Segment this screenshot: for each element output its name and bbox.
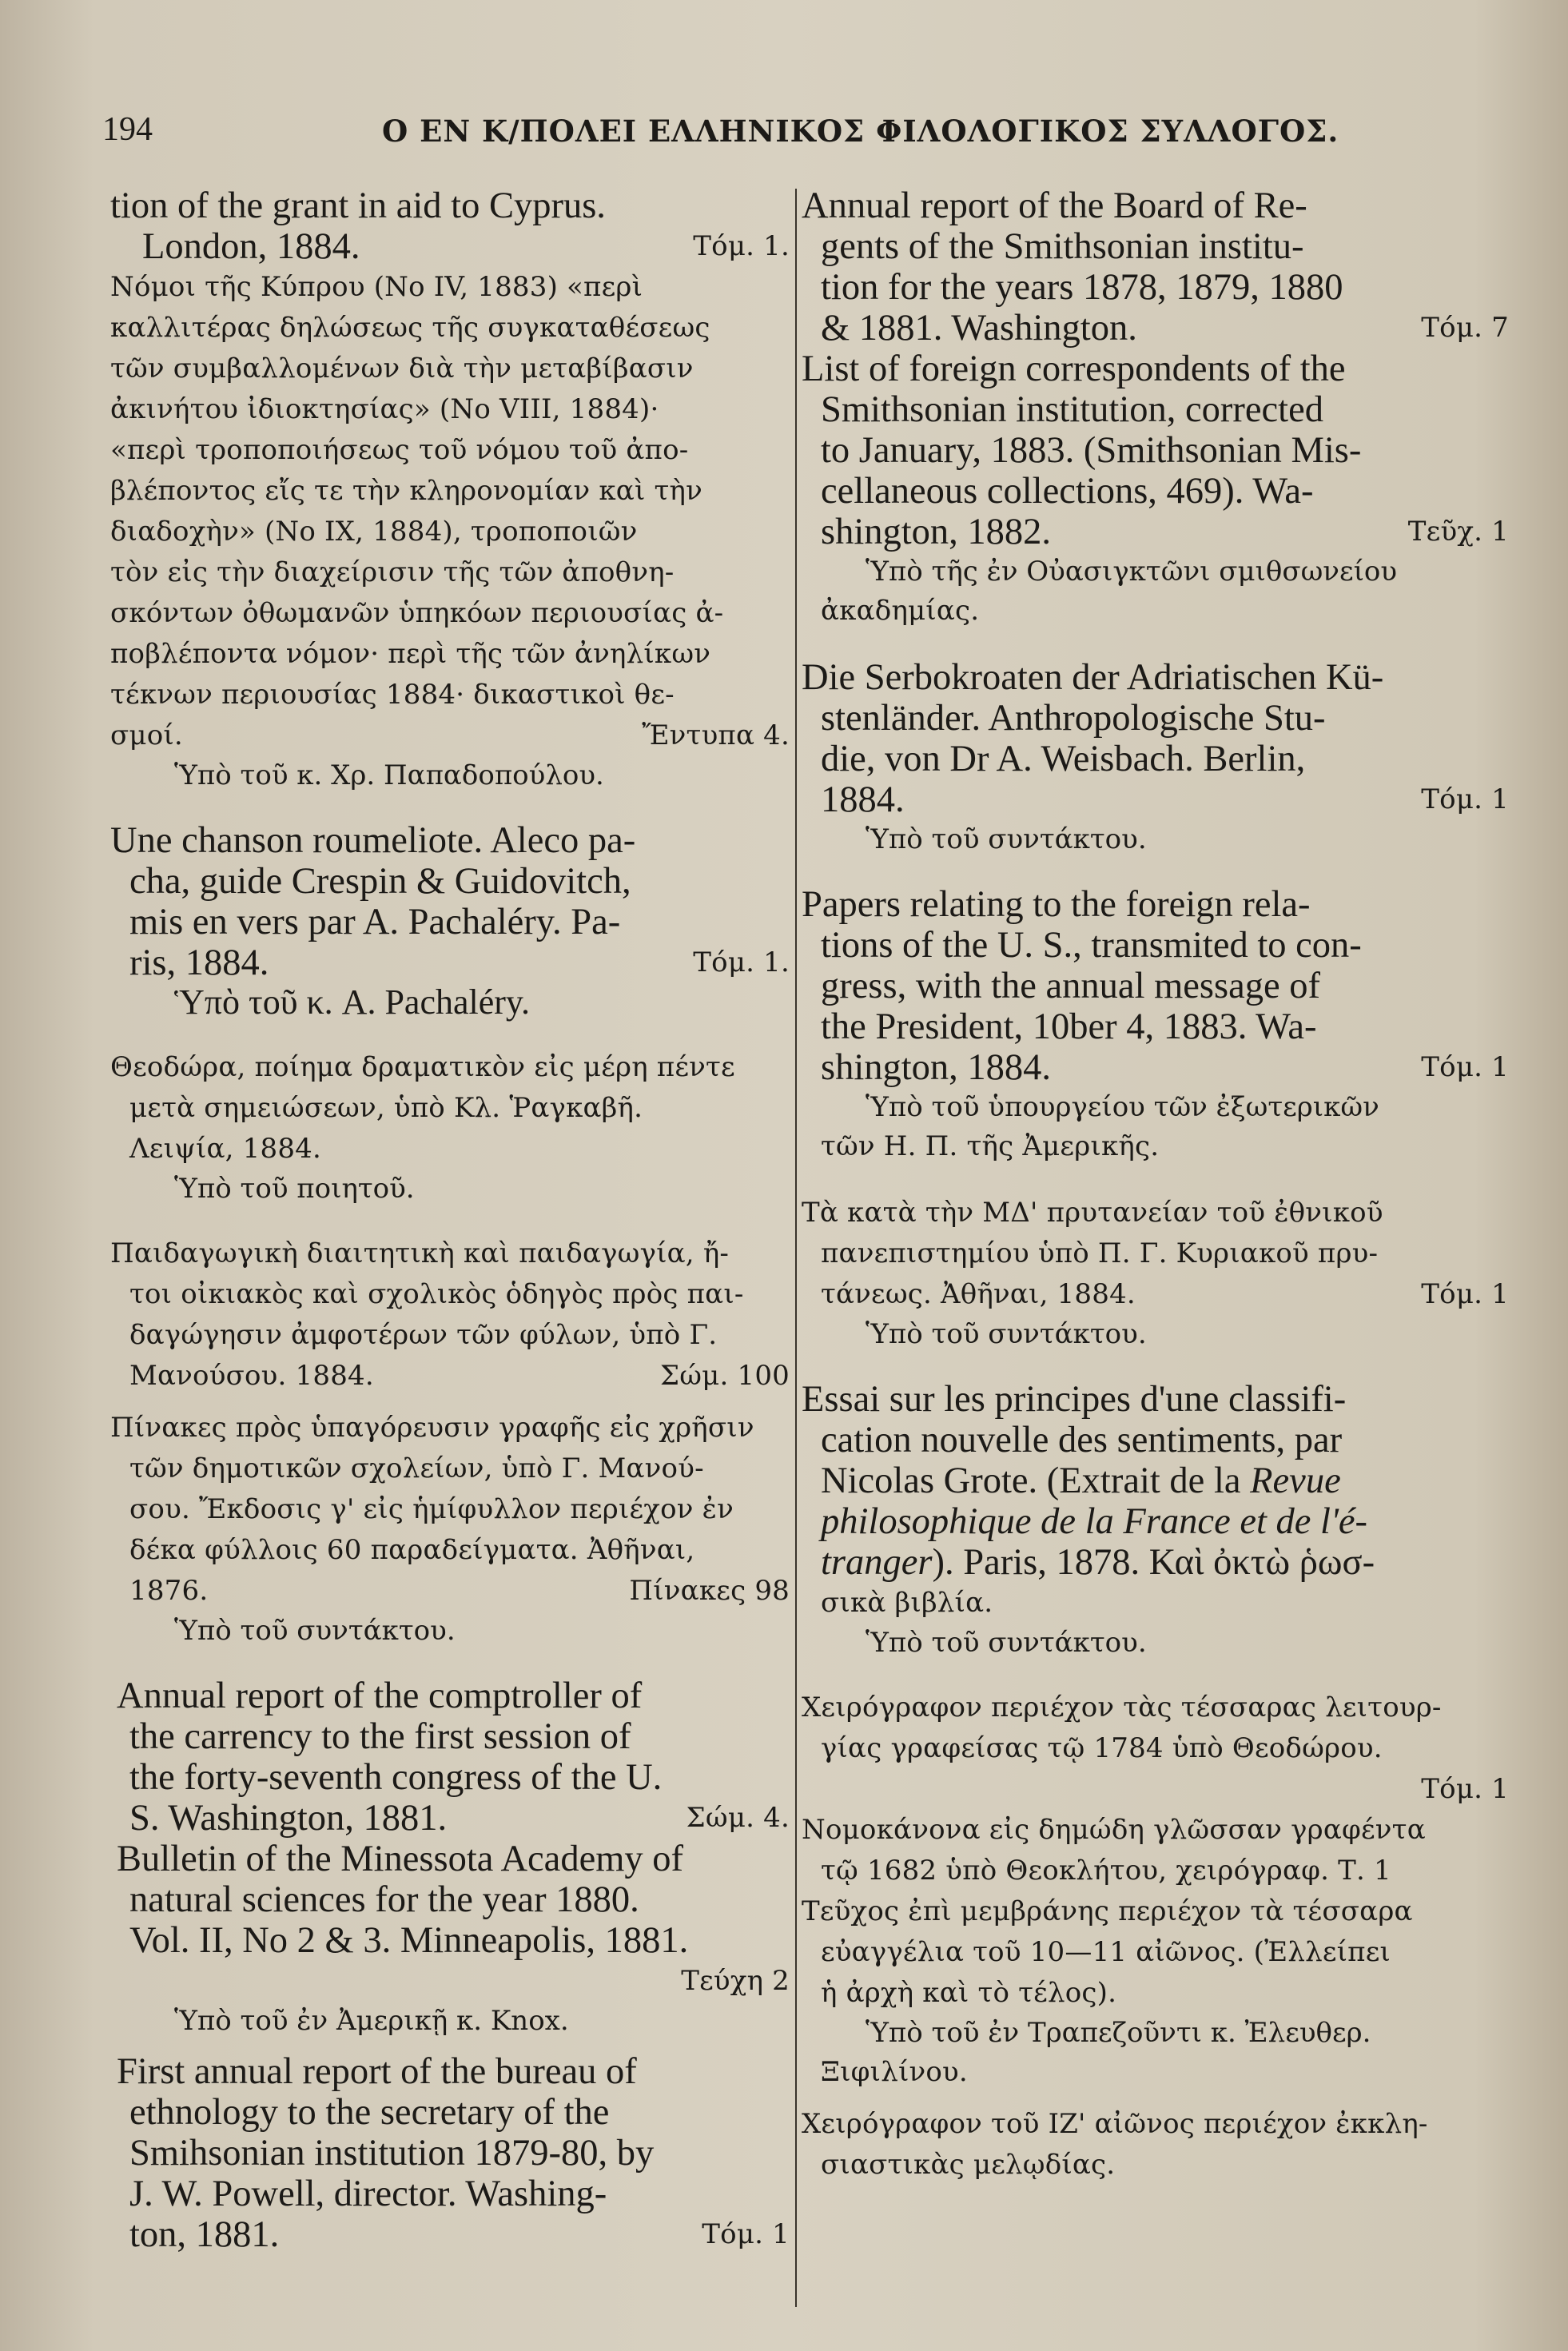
- donor-line: Ὑπὸ τοῦ κ. A. Pachaléry.: [174, 982, 531, 1022]
- entry-line: «περὶ τροποποιήσεως τοῦ νόμου τοῦ ἀπο-: [110, 434, 689, 466]
- page-header: [102, 110, 1509, 158]
- entry-line: Τεῦχος ἐπὶ μεμβράνης περιέχον τὰ τέσσαρα: [802, 1895, 1413, 1927]
- entry-line: Λειψία, 1884.: [129, 1133, 322, 1165]
- entry-line: Νομοκάνονα εἰς δημώδη γλῶσσαν γραφέντα: [802, 1814, 1426, 1846]
- entry-line: Papers relating to the foreign rela-: [802, 884, 1311, 925]
- entry-line: J. W. Powell, director. Washing-: [129, 2174, 607, 2214]
- entry-line: [802, 1274, 1509, 1315]
- entry-line: cation nouvelle des sentiments, par: [821, 1420, 1343, 1460]
- volume-count: Τόμ. 1: [1421, 783, 1509, 815]
- entry-line: Θεοδώρα, ποίημα δραματικὸν εἰς μέρη πέντε: [110, 1051, 735, 1083]
- entry-line: Νόμοι τῆς Κύπρου (Νο IV, 1883) «περὶ: [110, 271, 643, 303]
- catalog-entry: [802, 2104, 1509, 2186]
- catalog-entry: [802, 884, 1509, 1167]
- entry-line: natural sciences for the year 1880.: [129, 1879, 639, 1920]
- entry-text: σμοί.: [110, 719, 183, 751]
- donor-line: Ὑπὸ τοῦ συντάκτου.: [866, 1627, 1147, 1659]
- entry-text: S. Washington, 1881.: [129, 1798, 448, 1839]
- catalog-entry: [802, 657, 1509, 859]
- volume-count: Τόμ. 1: [702, 2218, 790, 2250]
- spacer: [110, 1208, 790, 1233]
- entry-line: the President, 10ber 4, 1883. Wa-: [821, 1006, 1317, 1047]
- entry-text: ton, 1881.: [129, 2214, 280, 2255]
- entry-line: [110, 1798, 790, 1839]
- entry-line: [802, 779, 1509, 820]
- entry-line: [110, 226, 790, 267]
- spacer: [110, 1397, 790, 1408]
- donor-line: Ὑπὸ τοῦ ὑπουργείου τῶν ἐξωτερικῶν: [866, 1091, 1379, 1123]
- entry-line: tion of the grant in aid to Cyprus.: [110, 185, 606, 226]
- entry-line: Smihsonian institution 1879-80, by: [129, 2133, 655, 2174]
- entry-line: cellaneous collections, 469). Wa-: [821, 471, 1314, 512]
- entry-line: Annual report of the Board of Re-: [802, 185, 1307, 226]
- spacer: [802, 1353, 1509, 1379]
- entry-line: gress, with the annual message of: [821, 966, 1321, 1006]
- entry-line: First annual report of the bureau of: [117, 2051, 637, 2092]
- entry-line: μετὰ σημειώσεων, ὑπὸ Κλ. Ῥαγκαβῆ.: [129, 1092, 643, 1124]
- entry-text: ). Paris, 1878. Καὶ ὀκτὼ ῥωσ-: [932, 1542, 1375, 1583]
- donor-line: Ξιφιλίνου.: [821, 2056, 968, 2088]
- entry-line: Χειρόγραφον τοῦ ΙΖ' αἰῶνος περιέχον ἐκκλη-: [802, 2108, 1428, 2140]
- catalog-entry: [110, 185, 790, 267]
- entry-line: πανεπιστημίου ὑπὸ Π. Γ. Κυριακοῦ πρυ-: [821, 1237, 1379, 1269]
- catalog-entry: [802, 349, 1509, 632]
- entry-line: [802, 1047, 1509, 1088]
- volume-count: Πίνακες 98: [629, 1575, 790, 1607]
- entry-line: τῷ 1682 ὑπὸ Θεοκλήτου, χειρόγραφ. Τ. 1: [821, 1855, 1391, 1887]
- entry-line: Παιδαγωγικὴ διαιτητικὴ καὶ παιδαγωγία, ἤ-: [110, 1237, 730, 1269]
- catalog-entry: [802, 1379, 1509, 1662]
- entry-line: εὐαγγέλια τοῦ 10—11 αἰῶνος. (Ἐλλείπει: [821, 1936, 1391, 1968]
- entry-line: Die Serbokroaten der Adriatischen Kü-: [802, 657, 1384, 698]
- entry-line: ethnology to the secretary of the: [129, 2092, 610, 2133]
- entry-line: die, von Dr A. Weisbach. Berlin,: [821, 739, 1306, 779]
- volume-count: Τόμ. 1: [1421, 1278, 1509, 1310]
- entry-line: Τὰ κατὰ τὴν ΜΔ' πρυτανείαν τοῦ ἐθνικοῦ: [802, 1197, 1383, 1229]
- entry-line: σου. Ἔκδοσις γ' εἰς ἡμίφυλλον περιέχον ἐν: [129, 1493, 734, 1525]
- entry-line: καλλιτέρας δηλώσεως τῆς συγκαταθέσεως: [110, 312, 710, 344]
- entry-line: [802, 308, 1509, 349]
- entry-line: tion for the years 1878, 1879, 1880: [821, 267, 1343, 308]
- volume-count: Τόμ. 1.: [693, 230, 790, 262]
- entry-line: gents of the Smithsonian institu-: [821, 226, 1304, 267]
- entry-line: [110, 715, 790, 756]
- column-divider: [795, 189, 797, 2307]
- entry-line: [802, 1460, 1509, 1501]
- page-number: 194: [102, 111, 153, 148]
- entry-line: Χειρόγραφον περιέχον τὰς τέσσαρας λειτουρ-: [802, 1692, 1442, 1723]
- entry-text: shington, 1884.: [821, 1047, 1052, 1088]
- catalog-entry: [110, 1408, 790, 1650]
- entry-line: Essai sur les principes d'une classifi-: [802, 1379, 1347, 1420]
- catalog-entry: [110, 1047, 790, 1208]
- donor-line: τῶν Η. Π. τῆς Ἀμερικῆς.: [821, 1130, 1160, 1162]
- entry-text: 1876.: [129, 1575, 209, 1607]
- catalog-entry: [802, 1688, 1509, 1810]
- donor-line: Ὑπὸ τοῦ συντάκτου.: [866, 1318, 1147, 1350]
- spacer: [802, 1167, 1509, 1193]
- entry-line: Une chanson roumeliote. Aleco pa-: [110, 820, 636, 861]
- volume-count: Τόμ. 1: [1421, 1051, 1509, 1083]
- entry-text: 1884.: [821, 779, 905, 820]
- entry-line: the forty-seventh congress of the U.: [129, 1757, 663, 1798]
- spacer: [802, 2093, 1509, 2104]
- entry-line: [110, 1571, 790, 1612]
- entry-line: δαγώγησιν ἀμφοτέρων τῶν φύλων, ὑπὸ Γ.: [129, 1319, 718, 1351]
- volume-count: Τεῦχ. 1: [1407, 516, 1509, 548]
- entry-line: Smithsonian institution, corrected: [821, 389, 1323, 430]
- entry-line: ἡ ἀρχὴ καὶ τὸ τέλος).: [821, 1977, 1117, 2009]
- entry-text: Nicolas Grote. (Extrait de la: [821, 1460, 1251, 1501]
- entry-line: tions of the U. S., transmited to con-: [821, 925, 1362, 966]
- spacer: [110, 1650, 790, 1676]
- journal-title: Revue: [1250, 1460, 1341, 1501]
- donor-line: ἀκαδημίας.: [821, 595, 980, 627]
- entry-line: mis en vers par A. Pachaléry. Pa-: [129, 902, 621, 942]
- entry-text: τάνεως. Ἀθῆναι, 1884.: [821, 1278, 1136, 1310]
- entry-line: δέκα φύλλοις 60 παραδείγματα. Ἀθῆναι,: [129, 1534, 695, 1566]
- entry-line: stenländer. Anthropologische Stu-: [821, 698, 1326, 739]
- entry-line: Bulletin of the Minessota Academy of: [117, 1839, 683, 1879]
- entry-line: Annual report of the comptroller of: [117, 1676, 643, 1716]
- catalog-entry: [110, 267, 790, 795]
- entry-line: ποβλέποντα νόμον· περὶ τῆς τῶν ἀνηλίκων: [110, 638, 711, 670]
- catalog-entry: [110, 2051, 790, 2255]
- entry-line: cha, guide Crespin & Guidovitch,: [129, 861, 631, 902]
- entry-line: to January, 1883. (Smithsonian Mis-: [821, 430, 1362, 471]
- volume-count: Σώμ. 4.: [686, 1802, 790, 1834]
- entry-line: [110, 1356, 790, 1397]
- donor-line: Ὑπὸ τοῦ συντάκτου.: [866, 823, 1147, 855]
- entry-line: σικὰ βιβλία.: [821, 1587, 993, 1619]
- entry-line: philosophique de la France et de l'é-: [821, 1501, 1368, 1542]
- spacer: [802, 632, 1509, 657]
- volume-count: Τόμ. 7: [1421, 312, 1509, 344]
- volume-count: Τόμ. 1.: [693, 946, 790, 978]
- spacer: [802, 1662, 1509, 1688]
- right-column: [802, 185, 1509, 2296]
- entry-line: διαδοχὴν» (Νο IX, 1884), τροποποιῶν: [110, 516, 638, 548]
- catalog-entry: [110, 1233, 790, 1397]
- entry-line: σιαστικὰς μελῳδίας.: [821, 2149, 1116, 2181]
- entry-line: the carrency to the first session of: [129, 1716, 631, 1757]
- catalog-entry: [802, 185, 1509, 349]
- volume-count: Τόμ. 1: [1421, 1773, 1509, 1805]
- entry-line: ἀκινήτου ἰδιοκτησίας» (Νο VIII, 1884)·: [110, 393, 659, 425]
- spacer: [110, 1022, 790, 1047]
- running-title: Ο ΕΝ Κ/ΠΟΛΕΙ ΕΛΛΗΝΙΚΟΣ ΦΙΛΟΛΟΓΙΚΟΣ ΣΥΛΛΟΓΟΣ.: [382, 114, 1339, 149]
- catalog-entry: [110, 1676, 790, 1839]
- entry-line: List of foreign correspondents of the: [802, 349, 1346, 389]
- donor-line: Ὑπὸ τοῦ ἐν Ἀμερικῇ κ. Knox.: [174, 2005, 569, 2037]
- catalog-entry: [802, 1193, 1509, 1353]
- donor-line: Ὑπὸ τοῦ συντάκτου.: [174, 1615, 456, 1647]
- entry-line: [802, 1542, 1509, 1583]
- entry-line: Vol. II, Νο 2 & 3. Minneapolis, 1881.: [129, 1920, 689, 1961]
- entry-line: τῶν δημοτικῶν σχολείων, ὑπὸ Γ. Μανού-: [129, 1452, 704, 1484]
- spacer: [110, 795, 790, 820]
- donor-line: Ὑπὸ τῆς ἐν Οὐασιγκτῶνι σμιθσωνείου: [866, 556, 1398, 588]
- entry-line: [110, 2214, 790, 2255]
- entry-text: shington, 1882.: [821, 512, 1052, 552]
- catalog-entry: [802, 1891, 1509, 2093]
- donor-line: Ὑπὸ τοῦ ἐν Τραπεζοῦντι κ. Ἐλευθερ.: [866, 2017, 1371, 2049]
- entry-line: τέκνων περιουσίας 1884· δικαστικοὶ θε-: [110, 679, 675, 711]
- entry-line: [802, 512, 1509, 552]
- left-column: [110, 185, 790, 2296]
- volume-count: Τεύχη 2: [681, 1965, 790, 1997]
- entry-line: [110, 942, 790, 983]
- entry-text: Μανούσου. 1884.: [129, 1360, 374, 1392]
- journal-title: tranger: [821, 1542, 933, 1583]
- entry-text: London, 1884.: [142, 226, 360, 267]
- entry-line: Πίνακες πρὸς ὑπαγόρευσιν γραφῆς εἰς χρῆσιν: [110, 1412, 754, 1444]
- entry-line: τὸν εἰς τὴν διαχείρισιν τῆς τῶν ἀποθνη-: [110, 556, 675, 588]
- spacer: [110, 2040, 790, 2051]
- entry-line: σκόντων ὀθωμανῶν ὑπηκόων περιουσίας ἀ-: [110, 597, 724, 629]
- entry-text: ris, 1884.: [129, 942, 269, 983]
- entry-line: γίας γραφείσας τῷ 1784 ὑπὸ Θεοδώρου.: [821, 1732, 1383, 1764]
- donor-line: Ὑπὸ τοῦ κ. Χρ. Παπαδοπούλου.: [174, 759, 604, 791]
- volume-count: Ἔντυπα 4.: [642, 719, 790, 751]
- entry-text: & 1881. Washington.: [821, 308, 1137, 349]
- donor-line: Ὑπὸ τοῦ ποιητοῦ.: [174, 1173, 415, 1205]
- catalog-entry: [110, 820, 790, 1022]
- entry-line: βλέποντος εἴς τε τὴν κληρονομίαν καὶ τὴν: [110, 475, 702, 507]
- spacer: [802, 859, 1509, 884]
- volume-count: Σώμ. 100: [660, 1360, 790, 1392]
- entry-line: τοι οἰκιακὸς καὶ σχολικὸς ὁδηγὸς πρὸς παι-: [129, 1278, 744, 1310]
- entry-line: τῶν συμβαλλομένων διὰ τὴν μεταβίβασιν: [110, 353, 694, 385]
- catalog-entry: [802, 1810, 1509, 1891]
- catalog-entry: [110, 1839, 790, 2040]
